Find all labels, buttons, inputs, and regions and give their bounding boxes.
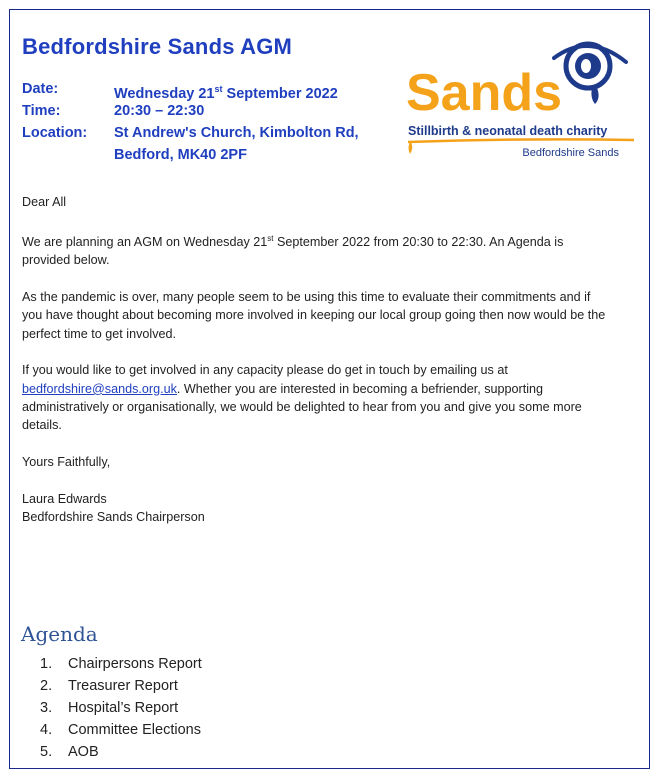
logo-branch: Bedfordshire Sands [522, 147, 619, 159]
signature-block [22, 490, 607, 527]
email-link[interactable]: bedfordshire@sands.org.uk [22, 381, 177, 396]
greeting: Dear All [22, 195, 67, 209]
paragraph-3-end: . Whether you are interested in becoming a befriender, supporting administratively or organisationally, we would be delighted to hear from you and give you some more details. [22, 381, 582, 433]
location-label: Location: [22, 125, 88, 141]
date-value-suffix: st [214, 84, 223, 94]
date-value-rest: September 2022 [222, 85, 338, 102]
agenda-item-label: Hospital’s Report [68, 700, 179, 716]
agenda-item-label: AOB [68, 744, 99, 760]
time-value: 20:30 – 22:30 [114, 103, 205, 119]
signer-name: Laura Edwards [22, 491, 107, 506]
agenda-list [40, 653, 202, 763]
logo-swoosh [408, 139, 634, 142]
date-label: Date: [22, 81, 59, 97]
agenda-item-number: 3. [40, 700, 53, 716]
agenda-item-label: Treasurer Report [68, 678, 178, 694]
logo-wordmark: Sands [406, 64, 563, 122]
closing: Yours Faithfully, [22, 455, 111, 470]
paragraph-1-suffix: st [267, 233, 274, 243]
page-title: Bedfordshire Sands AGM [22, 34, 293, 59]
sands-logo [404, 36, 636, 160]
agenda-item [40, 675, 202, 697]
agenda-item [40, 697, 202, 719]
agenda-item [40, 741, 202, 763]
agenda-item-label: Committee Elections [68, 722, 201, 738]
agenda-item-number: 4. [40, 722, 53, 738]
paragraph-1-rest: September 2022 from 20:30 to 22:30. An Agenda is provided below. [22, 234, 564, 268]
letter-body [22, 193, 607, 527]
agenda-item-number: 1. [40, 656, 53, 672]
paragraph-1 [22, 230, 607, 270]
paragraph-1-main: We are planning an AGM on Wednesday 21 [22, 234, 268, 249]
agenda-title: Agenda [21, 622, 98, 646]
signer-role: Bedfordshire Sands Chairperson [22, 510, 205, 525]
paragraph-3-start: If you would like to get involved in any capacity please do get in touch by emailing us at [22, 363, 508, 378]
date-value-main: Wednesday 21 [114, 85, 215, 102]
location-value: St Andrew's Church, Kimbolton Rd, Bedford, MK40 2PF [114, 125, 359, 163]
agenda-item-number: 5. [40, 744, 53, 760]
paragraph-3 [22, 361, 607, 434]
logo-tagline: Stillbirth & neonatal death charity [408, 124, 608, 138]
agenda-item [40, 653, 202, 675]
paragraph-2: As the pandemic is over, many people seem to be using this time to evaluate their commitments and if you have thought about becoming more involved in keeping our local group going then now would be the perfect time to get involved. [22, 290, 606, 341]
agenda-item-label: Chairpersons Report [68, 656, 202, 672]
agenda-item [40, 719, 202, 741]
sands-eye-icon [554, 44, 626, 104]
time-label: Time: [22, 103, 61, 119]
agenda-item-number: 2. [40, 678, 53, 694]
